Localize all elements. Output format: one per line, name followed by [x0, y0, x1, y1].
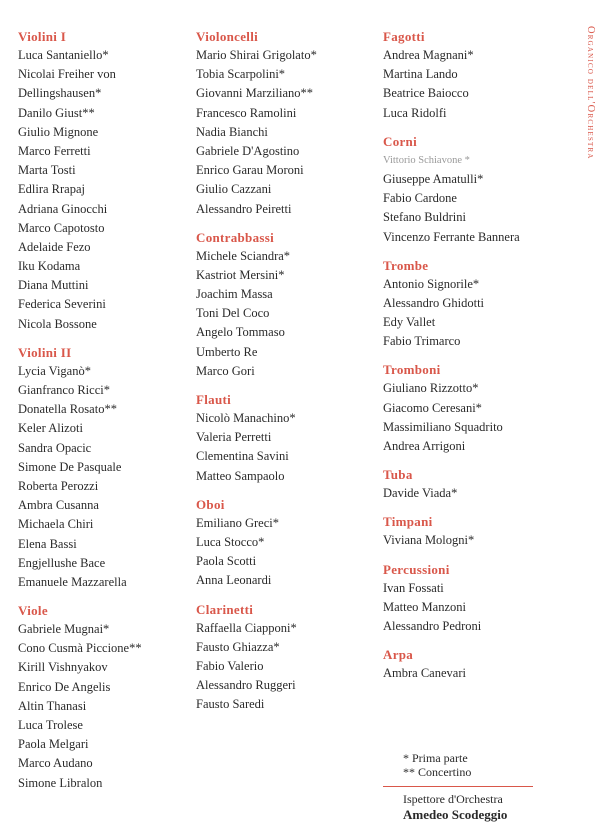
section [196, 28, 381, 219]
inspector-name: Amedeo Scodeggio [403, 807, 508, 822]
member-name: Marco Gori [196, 363, 255, 378]
section [383, 257, 573, 352]
member-name: Adriana Ginocchi [18, 201, 108, 216]
member-name: Vincenzo Ferrante Bannera [383, 229, 520, 244]
divider-line [383, 786, 533, 787]
member-name: Nicolò Manachino* [196, 411, 296, 425]
member-name: Matteo Sampaolo [196, 468, 285, 483]
member-name: Toni Del Coco [196, 306, 270, 321]
member-name: Luca Ridolfi [383, 105, 447, 120]
member-name: Marco Capotosto [18, 220, 105, 235]
member-list [383, 151, 573, 247]
member-name: Federica Severini [18, 297, 106, 312]
member-list [383, 484, 573, 503]
member-name: Alessandro Ghidotti [383, 295, 485, 310]
member-name: Michele Sciandra* [196, 248, 291, 263]
member-name: Giacomo Ceresani* [383, 400, 482, 415]
member-name: Emanuele Mazzarella [18, 574, 127, 589]
section [383, 361, 573, 456]
column-1 [18, 28, 193, 803]
member-name: Angelo Tommaso [196, 325, 285, 340]
section [383, 466, 573, 503]
member-name: Mario Shirai Grigolato* [196, 48, 317, 62]
member-list [383, 664, 573, 683]
footnote-prima-parte: * Prima parte [403, 751, 468, 765]
section [383, 133, 573, 247]
member-name: Marta Tosti [18, 163, 76, 178]
member-name: Ambra Cusanna [18, 498, 99, 513]
member-name: Giulio Mignone [18, 124, 99, 139]
member-name: Ambra Canevari [383, 666, 466, 681]
section [196, 391, 381, 486]
section-title: Trombe [383, 257, 429, 273]
member-name: Gabriele Mugnai* [18, 622, 110, 637]
member-list [383, 379, 573, 456]
section-title: Timpani [383, 514, 433, 530]
section [383, 513, 573, 550]
member-name: Alessandro Ruggeri [196, 678, 296, 693]
member-name: Kastriot Mersini* [196, 267, 285, 282]
member-name: Lycia Viganò* [18, 363, 91, 378]
member-list [196, 514, 381, 591]
vertical-page-title: Organico dell'Orchestra [585, 26, 596, 160]
member-name: Stefano Buldrini [383, 210, 466, 225]
member-name: Vittorio Schiavone * [383, 154, 470, 166]
member-name: Elena Bassi [18, 536, 77, 551]
member-name: Nadia Bianchi [196, 124, 268, 139]
section [18, 602, 193, 793]
section [18, 344, 193, 592]
section-title: Violoncelli [196, 29, 259, 44]
footnote-concertino: ** Concertino [403, 765, 472, 779]
member-name: Massimiliano Squadrito [383, 419, 503, 434]
member-name: Danilo Giust** [18, 105, 95, 120]
member-name: Kirill Vishnyakov [18, 660, 108, 675]
section-title: Oboi [196, 496, 225, 512]
member-name: Emiliano Greci* [196, 515, 279, 530]
member-name: Fabio Trimarco [383, 334, 461, 349]
member-list [196, 247, 381, 381]
section-title: Tromboni [383, 362, 441, 378]
member-name: Dellingshausen* [18, 86, 102, 101]
member-list [18, 46, 193, 334]
member-name: Paola Melgari [18, 737, 89, 752]
member-name: Ivan Fossati [383, 580, 444, 595]
member-name: Sandra Opacic [18, 440, 92, 455]
member-name: Marco Ferretti [18, 143, 91, 158]
member-name: Diana Muttini [18, 278, 89, 293]
section-title: Fagotti [383, 29, 425, 44]
member-list [383, 275, 573, 352]
section-title: Clarinetti [196, 601, 254, 617]
member-name: Francesco Ramolini [196, 105, 297, 120]
section [383, 646, 573, 683]
member-name: Iku Kodama [18, 259, 81, 274]
section-title: Percussioni [383, 561, 450, 577]
section-title: Violini II [18, 344, 72, 360]
section-title: Arpa [383, 647, 414, 663]
section [383, 561, 573, 637]
section-title: Viole [18, 603, 48, 619]
member-list [383, 46, 573, 123]
member-name: Engjellushe Bace [18, 555, 106, 570]
member-name: Andrea Arrigoni [383, 439, 466, 453]
member-name: Enrico De Angelis [18, 679, 111, 694]
member-name: Roberta Perozzi [18, 478, 99, 493]
member-name: Simone Libralon [18, 775, 103, 790]
member-list [383, 531, 573, 550]
member-name: Luca Stocco* [196, 534, 265, 549]
footnotes [403, 751, 471, 779]
member-name: Enrico Garau Moroni [196, 163, 304, 178]
member-list [18, 620, 193, 793]
member-list [18, 362, 193, 592]
inspector-role: Ispettore d'Orchestra [403, 792, 503, 806]
inspector-block [403, 792, 507, 822]
member-name: Keler Alizoti [18, 421, 83, 436]
section-title: Contrabbassi [196, 229, 275, 245]
member-name: Simone De Pasquale [18, 459, 122, 474]
member-name: Alessandro Pedroni [383, 618, 482, 633]
member-name: Joachim Massa [196, 287, 273, 302]
section-title: Flauti [196, 392, 232, 407]
member-name: Andrea Magnani* [383, 48, 474, 62]
member-name: Davide Viada* [383, 486, 458, 501]
member-name: Giulio Cazzani [196, 182, 272, 197]
member-name: Altin Thanasi [18, 698, 87, 713]
member-name: Tobia Scarpolini* [196, 67, 286, 82]
member-list [196, 619, 381, 715]
column-2 [196, 28, 381, 724]
column-3 [383, 28, 573, 693]
member-name: Giuliano Rizzotto* [383, 381, 479, 396]
member-name: Beatrice Baiocco [383, 86, 469, 101]
member-name: Alessandro Peiretti [196, 201, 292, 216]
member-name: Clementina Savini [196, 449, 289, 464]
section [383, 28, 573, 123]
member-name: Donatella Rosato** [18, 402, 117, 417]
member-name: Gabriele D'Agostino [196, 143, 300, 158]
member-name: Raffaella Ciapponi* [196, 620, 297, 635]
member-name: Fabio Valerio [196, 658, 264, 673]
member-list [196, 409, 381, 486]
member-name: Adelaide Fezo [18, 239, 91, 254]
member-name: Fabio Cardone [383, 191, 457, 206]
member-name: Giuseppe Amatulli* [383, 171, 484, 186]
section [196, 496, 381, 591]
member-name: Luca Santaniello* [18, 48, 109, 62]
section-title: Tuba [383, 467, 413, 483]
member-name: Martina Lando [383, 67, 458, 82]
member-name: Michaela Chiri [18, 517, 94, 532]
member-name: Viviana Mologni* [383, 533, 475, 548]
member-name: Luca Trolese [18, 718, 83, 732]
section [18, 28, 193, 334]
member-name: Umberto Re [196, 344, 258, 359]
member-name: Fausto Saredi [196, 697, 265, 712]
member-name: Marco Audano [18, 756, 93, 771]
section [196, 601, 381, 715]
member-name: Cono Cusmà Piccione** [18, 641, 142, 656]
member-name: Matteo Manzoni [383, 599, 466, 614]
member-list [383, 579, 573, 637]
section-title: Corni [383, 133, 417, 149]
member-name: Valeria Perretti [196, 430, 272, 445]
member-name: Giovanni Marziliano** [196, 86, 313, 101]
section [196, 229, 381, 381]
member-name: Fausto Ghiazza* [196, 639, 280, 654]
member-name: Nicolai Freiher von [18, 67, 116, 82]
member-name: Anna Leonardi [196, 573, 272, 588]
member-name: Nicola Bossone [18, 316, 97, 331]
member-name: Edlira Rrapaj [18, 182, 85, 197]
member-name: Paola Scotti [196, 554, 257, 569]
member-name: Edy Vallet [383, 315, 436, 330]
section-title: Violini I [18, 29, 67, 44]
member-name: Antonio Signorile* [383, 276, 480, 291]
member-name: Gianfranco Ricci* [18, 383, 110, 397]
member-list [196, 46, 381, 219]
